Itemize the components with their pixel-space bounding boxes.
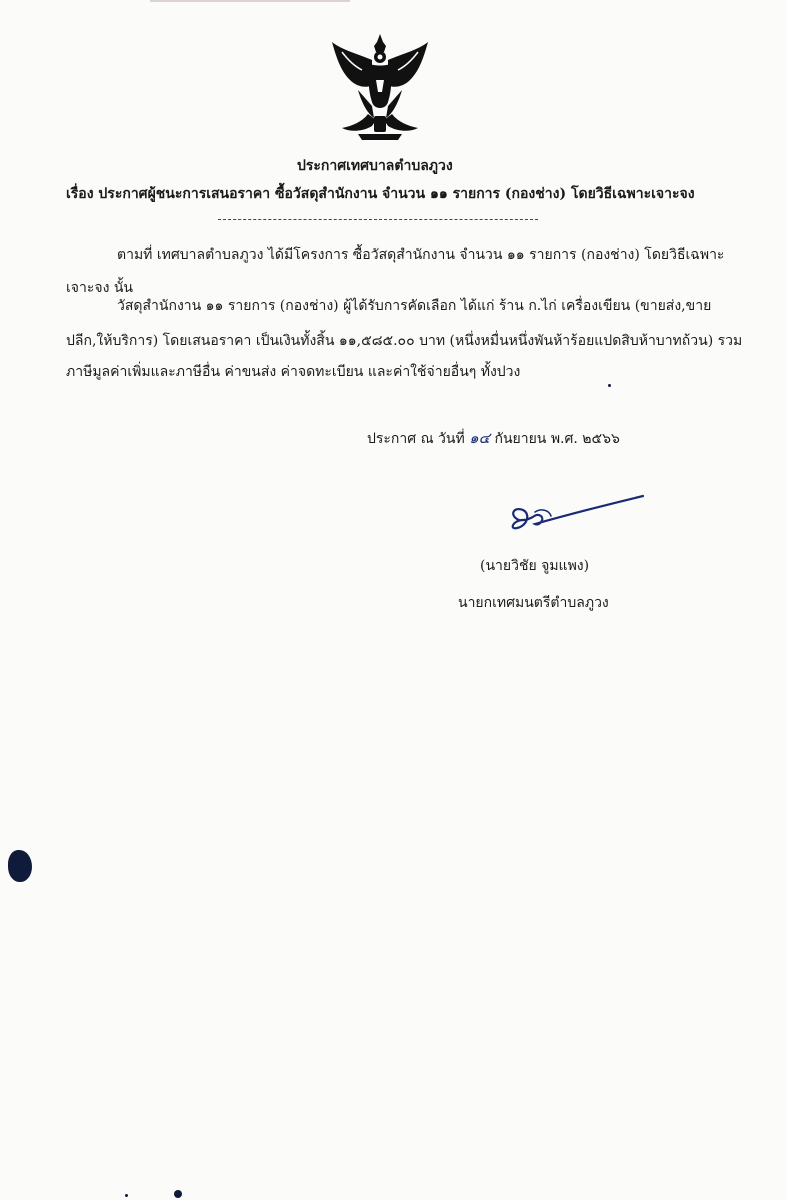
org-heading: ประกาศเทศบาลตำบลภูวง (297, 158, 453, 174)
paragraph-1-line-2: เจาะจง นั้น (66, 280, 133, 296)
scan-speck-bottom-small (125, 1194, 128, 1197)
subject-line: เรื่อง ประกาศผู้ชนะการเสนอราคา ซื้อวัสดุสำนักงาน จำนวน ๑๑ รายการ (กองช่าง) โดยวิธีเฉพาะเจาะจง (66, 186, 695, 202)
signatory-title: นายกเทศมนตรีตำบลภูวง (458, 595, 609, 611)
scan-speck (608, 384, 611, 387)
ink-blot (8, 850, 32, 882)
date-day-handwritten: ๑๔ (469, 429, 491, 447)
date-prefix: ประกาศ ณ วันที่ (367, 431, 465, 447)
paragraph-1-line-1: ตามที่ เทศบาลตำบลภูวง ได้มีโครงการ ซื้อวัสดุสำนักงาน จำนวน ๑๑ รายการ (กองช่าง) โดยวิธีเฉพาะ (117, 247, 725, 263)
scan-edge-mark (150, 0, 350, 2)
paragraph-2-line-2: ปลีก,ให้บริการ) โดยเสนอราคา เป็นเงินทั้งสิ้น ๑๑,๕๘๕.๐๐ บาท (หนึ่งหมื่นหนึ่งพันห้าร้อยแปดสิบห้าบาทถ้วน) รวม (66, 333, 743, 349)
announcement-date (367, 428, 620, 449)
divider-line (218, 219, 538, 220)
handwritten-signature (505, 490, 650, 542)
signatory-name: (นายวิชัย จูมแพง) (480, 558, 590, 574)
garuda-emblem (328, 30, 432, 142)
paragraph-2-line-3: ภาษีมูลค่าเพิ่มและภาษีอื่น ค่าขนส่ง ค่าจดทะเบียน และค่าใช้จ่ายอื่นๆ ทั้งปวง (66, 364, 521, 380)
paragraph-2-line-1: วัสดุสำนักงาน ๑๑ รายการ (กองช่าง) ผู้ได้รับการคัดเลือก ได้แก่ ร้าน ก.ไก่ เครื่องเขียน (ขายส่ง,ขาย (117, 298, 712, 314)
date-rest: กันยายน พ.ศ. ๒๕๖๖ (494, 431, 620, 447)
scan-speck-bottom (174, 1190, 182, 1198)
